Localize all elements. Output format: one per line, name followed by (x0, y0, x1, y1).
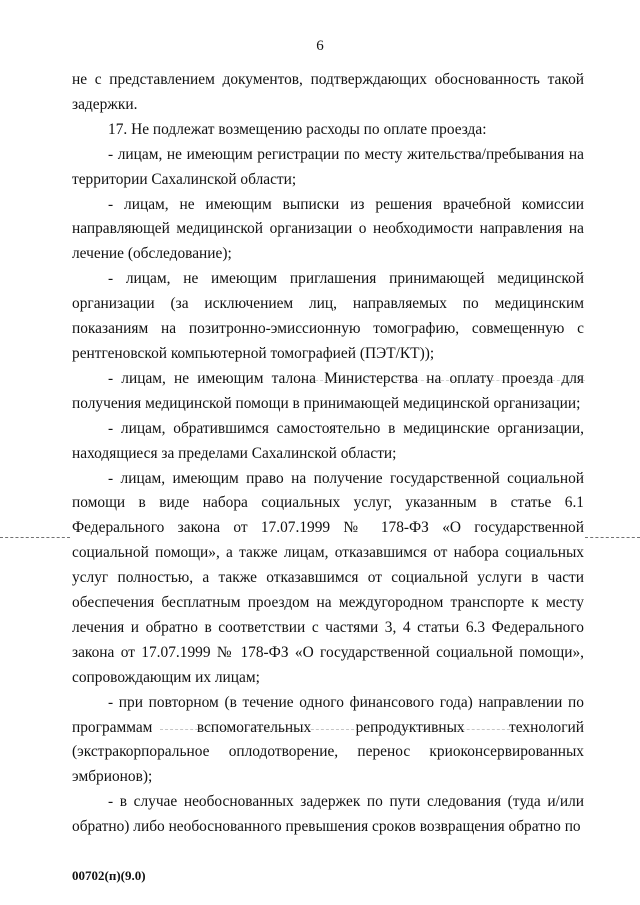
scan-artifact-line (300, 380, 585, 381)
document-footer-code: 00702(п)(9.0) (72, 868, 146, 883)
paragraph-item-17: 17. Не подлежат возмещению расходы по оплате проезда: (108, 120, 487, 138)
paragraph-no-invitation: - лицам, не имеющим приглашения принимающей медицинской организации (за исключением лиц, направляемых по медицинским показаниям на позитронно-эмиссионную томографию, совмещенную с рентгеновской компьютерной томографией (ПЭТ/КТ)); (72, 270, 584, 362)
paragraph-no-ministry-coupon: - лицам, не имеющим талона Министерства на оплату проезда для получения медицинской помощи в принимающей медицинской организации; (72, 369, 584, 412)
scan-artifact-line (0, 537, 70, 538)
paragraph-continuation: не с представлением документов, подтверждающих обоснованность такой задержки. (72, 71, 584, 113)
paragraph-social-services: - лицам, имеющим право на получение государственной социальной помощи в виде набора социальных услуг, указанным в статье 6.1 Федерального закона от 17.07.1999 № 178-ФЗ «О государственной социальной помощи», а также лицам, отказавшимся от набора социальных услуг полностью, а также отказавшимся от социальной услуги в части обеспечения бесплатным проездом на междугородном транспорте к месту лечения и обратно в соответствии с частями 3, 4 статьи 6.3 Федерального закона от 17.07.1999 № 178-ФЗ «О государственной социальной помощи», сопровождающим их лицам; (72, 469, 584, 686)
scan-artifact-line (585, 537, 640, 538)
paragraph-repeat-referral: - при повторном (в течение одного финансового года) направлении по программам вспомогательных репродуктивных технологий (экстракорпоральное оплодотворение, перенос криоконсервированных эмбрионов); (72, 693, 584, 786)
page-number: 6 (316, 38, 324, 54)
paragraph-self-referral: - лицам, обратившимся самостоятельно в медицинские организации, находящиеся за пределами Сахалинской области; (72, 419, 584, 462)
paragraph-no-registration: - лицам, не имеющим регистрации по месту жительства/пребывания на территории Сахалинской области; (72, 145, 584, 188)
scan-artifact-line (160, 729, 530, 730)
paragraph-no-commission-extract: - лицам, не имеющим выписки из решения врачебной комиссии направляющей медицинской организации о необходимости направления на лечение (обследование); (72, 195, 584, 263)
paragraph-unjustified-delays: - в случае необоснованных задержек по пути следования (туда и/или обратно) либо необоснованного превышения сроков возвращения обратно по (72, 793, 584, 836)
document-body (72, 68, 584, 840)
